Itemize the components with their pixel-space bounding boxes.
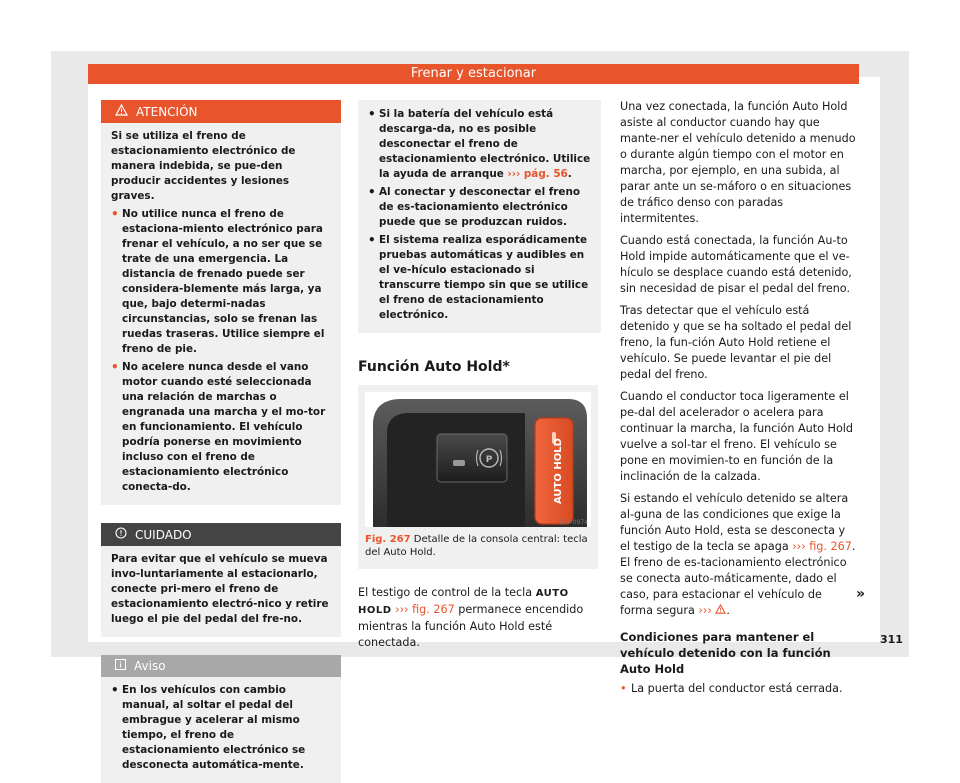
right-column [620, 99, 856, 697]
auto-hold-key-symbol: AUTO HOLD [358, 588, 569, 616]
paragraph: Cuando está conectada, la función Au-to Hold impide automáticamente que el ve-hículo se desplace cuando está detenido, sin necesidad de pisar el pedal del freno. [620, 234, 852, 295]
warning-title: ATENCIÓN [136, 104, 198, 119]
continue-mark: » [856, 586, 866, 602]
warning-triangle-icon [115, 104, 128, 119]
paragraph-text: El testigo de control de la tecla [358, 586, 533, 599]
continued-list [368, 107, 591, 323]
continued-item: • Al conectar y desconectar el freno de es-tacionamiento electrónico puede que se produzcan ruidos. [368, 185, 591, 230]
warning-header [101, 100, 341, 123]
figure-caption [365, 533, 591, 559]
caution-header [101, 523, 341, 546]
figure-267 [358, 385, 598, 569]
continued-item-text: Si la batería del vehículo está descarga-da, no es posible desconectar el freno de estacionamiento electrónico. Utilice la ayuda de arranque [379, 108, 591, 180]
paragraph: Cuando el conductor toca ligeramente el pe-dal del acelerador o acelera para continuar la marcha, la función Auto Hold vuelve a sol-tar el freno. El vehículo se pone en movimien-to en función de la inclinación de la calzada. [620, 390, 853, 483]
item-end: . [567, 168, 572, 180]
warning-item: • No acelere nunca desde el vano motor cuando esté seleccionada una relación de marchas o engranada una marcha y el mo-tor en funcionamiento. El vehículo podría ponerse en movimiento incluso con el freno de estacionamiento electrónico conecta-do. [111, 360, 331, 495]
warning-triangle-icon [715, 604, 726, 617]
figure-image [365, 392, 591, 527]
warning-intro: Si se utiliza el freno de estacionamiento electrónico de manera indebida, se pue-den producir accidentes y lesiones graves. [111, 130, 296, 202]
note-title: Aviso [134, 659, 166, 673]
auto-hold-paragraph [358, 585, 601, 651]
note-box [101, 655, 341, 783]
warning-box [101, 100, 341, 505]
paragraph-text: Si estando el vehículo detenido se altera al-guna de las condiciones que exige la función Auto Hold, esta se desconecta y el testigo de la tecla se apaga [620, 492, 849, 553]
middle-body [358, 585, 601, 651]
note-list [111, 683, 331, 773]
left-column [101, 100, 341, 783]
caution-text: Para evitar que el vehículo se mueva invo-luntariamente al estacionarlo, conecte pri-mero el freno de estacionamiento electró-nico y retire luego el pie del pedal del fre-no. [111, 553, 329, 625]
page-header: Frenar y estacionar [88, 64, 859, 84]
section-title: Función Auto Hold* [358, 359, 510, 375]
note-item: • En los vehículos con cambio manual, al soltar el pedal del embrague y acelerar al mismo tiempo, el freno de estacionamiento electrónico se desconecta automática-mente. [111, 683, 331, 773]
middle-column [358, 100, 601, 657]
figure-reference-link[interactable]: ››› fig. 267 [395, 603, 455, 616]
caution-title: CUIDADO [135, 527, 192, 542]
figure-caption-text: Detalle de la consola central: tecla del Auto Hold. [365, 534, 588, 558]
continued-item: • El sistema realiza esporádicamente pruebas automáticas y audibles en el ve-hículo estacionado si transcurre tiempo sin que se utilice el freno de estacionamiento electrónico. [368, 233, 591, 323]
continued-item [368, 107, 591, 182]
warning-item: • No utilice nunca el freno de estaciona-miento electrónico para frenar el vehículo, a no ser que se trate de una emergencia. La distancia de frenado puede ser considera-blemente más larga, ya que, bajo determi-nadas circunstancias, solo se frenan las ruedas traseras. Utilice siempre el freno de pie. [111, 207, 331, 357]
continued-box [358, 100, 601, 333]
info-icon [115, 659, 126, 673]
warning-reference-link[interactable]: ››› [698, 604, 712, 617]
warning-list [111, 207, 331, 495]
condition-item: • La puerta del conductor está cerrada. [620, 681, 856, 697]
figure-button-label: AUTO HOLD [553, 438, 564, 504]
paragraph: Una vez conectada, la función Auto Hold asiste al conductor cuando hay que mante-ner el vehículo detenido a menudo o durante algún tiempo con el motor en marcha, por ejemplo, en una subida, al parar ante un se-máforo o en situaciones de tráfico denso con paradas intermitentes. [620, 100, 856, 225]
figure-code: B7V-0974 [558, 519, 588, 526]
note-header [101, 655, 341, 677]
paragraph: Tras detectar que el vehículo está detenido y que se ha soltado el pedal del freno, la fun-ción Auto Hold retiene el vehículo. Se puede levantar el pie del pedal del freno. [620, 304, 852, 381]
figure-reference-link[interactable]: ››› fig. 267 [792, 540, 852, 553]
subheading: Condiciones para mantener el vehículo detenido con la función Auto Hold [620, 630, 831, 676]
caution-box [101, 523, 341, 637]
page-number: 311 [880, 633, 903, 646]
paragraph: Si estando el vehículo detenido se altera al-guna de las condiciones que exige la función Auto Hold, esta se desconecta y el testigo de la tecla se apaga ››› fig. 267. El freno de es-tacionamiento electrónico se conecta auto-máticamente, dado el caso, para estacionar el vehículo de forma segura ››› . [620, 492, 856, 617]
figure-label: Fig. 267 [365, 534, 411, 545]
paragraph-text: . El freno de es-tacionamiento electrónico se conecta auto-máticamente, dado el caso, para estacionar el vehículo de forma segura [620, 540, 856, 617]
paragraph-text: permanece encendido mientras la función Auto Hold esté conectada. [358, 603, 584, 649]
page-reference-link[interactable]: ››› pág. 56 [507, 168, 568, 180]
svg-text:P: P [485, 455, 493, 465]
caution-circle-icon [115, 527, 127, 542]
